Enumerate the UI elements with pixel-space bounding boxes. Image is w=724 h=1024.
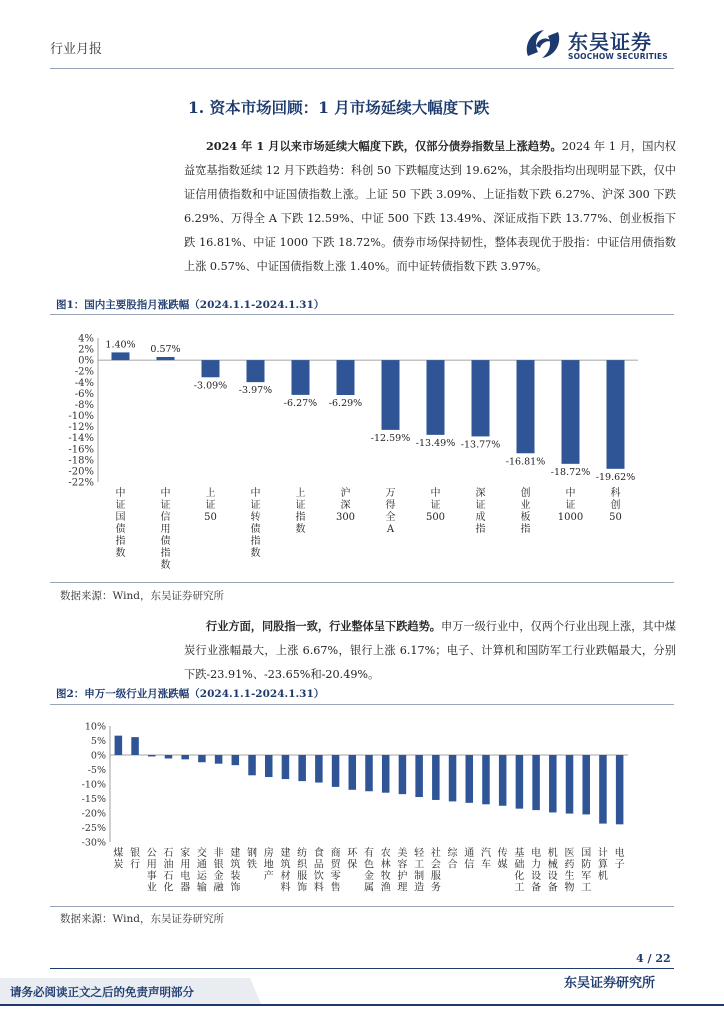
- bar: [562, 360, 580, 464]
- y-tick-label: 2%: [78, 344, 94, 356]
- footer-divider: [50, 968, 674, 969]
- bar: [549, 755, 557, 812]
- data-label: -13.77%: [460, 439, 501, 451]
- report-type-label: 行业月报: [50, 42, 103, 57]
- category-label: 钢铁: [247, 848, 258, 871]
- bar: [337, 360, 355, 395]
- bar: [465, 755, 473, 803]
- category-label: 机械设备: [547, 848, 558, 894]
- bar: [248, 755, 256, 775]
- figure2-bottom-rule: [50, 906, 674, 907]
- y-tick-label: -4%: [74, 377, 94, 389]
- bar: [349, 755, 357, 790]
- y-tick-label: -10%: [81, 779, 106, 791]
- y-tick-label: -5%: [87, 765, 106, 776]
- category-label: 万得全 A: [385, 488, 396, 535]
- category-label: 建筑材料: [280, 848, 291, 894]
- data-label: -19.62%: [595, 471, 636, 483]
- category-label: 国防军工: [581, 848, 592, 894]
- y-tick-label: -14%: [68, 433, 94, 445]
- bar: [582, 755, 590, 814]
- paragraph-lead: 行业方面，同股指一致，行业整体呈下跌趋势。: [206, 619, 441, 633]
- category-label: 环保: [347, 848, 358, 871]
- category-label: 中证转债指数: [250, 488, 261, 559]
- y-tick-label: -16%: [68, 444, 94, 456]
- category-label: 交通运输: [196, 848, 207, 894]
- figure1-title: 图1：国内主要股指月涨跌幅（2024.1.1-2024.1.31）: [56, 299, 325, 311]
- category-label: 上证指数: [295, 488, 306, 535]
- paragraph-industry-review: [184, 614, 676, 687]
- bar: [282, 755, 290, 779]
- bar: [499, 755, 507, 806]
- bar: [482, 755, 490, 804]
- category-label: 创业板指: [520, 488, 531, 535]
- bar: [131, 737, 139, 755]
- category-label: 传媒: [497, 848, 508, 871]
- bar: [148, 755, 156, 756]
- bar: [232, 755, 240, 765]
- figure1-top-rule: [50, 314, 674, 315]
- y-tick-label: -20%: [68, 466, 94, 478]
- category-label: 纺织服饰: [297, 848, 308, 894]
- paragraph-lead: 2024 年 1 月以来市场延续大幅度下跌，仅部分债券指数呈上涨趋势。: [206, 139, 562, 153]
- category-label: 房地产: [263, 848, 274, 882]
- y-tick-label: 4%: [78, 333, 94, 345]
- institute-name: 东吴证券研究所: [564, 976, 656, 991]
- y-tick-label: -12%: [68, 422, 94, 434]
- paragraph-body: 2024 年 1 月，国内权益宽基指数延续 12 月下跌趋势：科创 50 下跌幅度达到 19.62%，其余股指均出现明显下跌，仅中证信用债指数和中证国债指数上涨。上证 50 下跌 3.09%、上证指数下跌 6.27%、沪深 300 下跌 6.29%、万得全 A 下跌 12.59%、中证 500 下跌 13.49%、深证成指下跌 13.77%、创业板指下跌 16.81%、中证 1000 下跌 18.72%。债券市场保持韧性，整体表现优于股指：中证信用债指数上涨 0.57%、中证国债指数上涨 1.40%。而中证转债指数下跌 3.97%。: [184, 140, 676, 273]
- data-label: -12.59%: [370, 432, 411, 444]
- bar: [332, 755, 340, 787]
- soochow-logo-icon: [522, 26, 564, 62]
- figure1-bottom-rule: [50, 582, 674, 583]
- category-label: 上证 50: [204, 488, 217, 523]
- category-label: 中证 500: [425, 488, 446, 523]
- page-number: 4 / 22: [636, 952, 671, 965]
- y-tick-label: -18%: [68, 455, 94, 467]
- y-tick-label: -22%: [68, 477, 94, 489]
- bar: [215, 755, 223, 764]
- category-label: 电力设备: [531, 848, 542, 894]
- figure2-title: 图2：申万一级行业月涨跌幅（2024.1.1-2024.1.31）: [56, 688, 325, 700]
- category-label: 轻工制造: [414, 848, 425, 894]
- bar: [292, 360, 310, 395]
- y-tick-label: 10%: [84, 721, 106, 733]
- y-tick-label: -10%: [68, 411, 94, 423]
- bar: [265, 755, 273, 777]
- bar: [165, 755, 173, 758]
- data-label: -16.81%: [505, 456, 546, 468]
- data-label: -6.27%: [283, 397, 318, 409]
- data-label: -6.29%: [328, 397, 363, 409]
- bar: [427, 360, 445, 435]
- data-label: -3.09%: [193, 380, 228, 392]
- bar: [607, 360, 625, 469]
- category-label: 中证国债指数: [115, 488, 126, 559]
- bar: [181, 755, 189, 759]
- bar: [432, 755, 440, 800]
- bar: [198, 755, 206, 762]
- category-label: 食品饮料: [313, 848, 324, 894]
- category-label: 科创 50: [609, 488, 622, 523]
- bar: [115, 736, 123, 755]
- y-tick-label: -15%: [81, 794, 106, 805]
- category-label: 农林牧渔: [380, 848, 391, 894]
- paragraph-body: 申万一级行业中，仅两个行业出现上涨，其中煤炭行业涨幅最大，上涨 6.67%，银行上涨 6.17%；电子、计算机和国防军工行业跌幅最大，分别下跌-23.91%、-23.65%和-20.49%。: [184, 620, 676, 681]
- data-label: 1.40%: [105, 339, 136, 351]
- bar: [517, 360, 535, 453]
- bar: [382, 755, 390, 793]
- paragraph-market-review: [184, 134, 676, 279]
- category-label: 中证 1000: [557, 488, 584, 523]
- bar: [247, 360, 265, 382]
- category-label: 社会服务: [430, 848, 441, 894]
- bar: [415, 755, 423, 797]
- y-tick-label: 5%: [90, 736, 106, 747]
- y-tick-label: -30%: [81, 837, 106, 849]
- logo-text-cn: 东吴证券: [568, 30, 652, 54]
- category-label: 综合: [447, 848, 458, 871]
- figure1-source: 数据来源：Wind，东吴证券研究所: [60, 590, 224, 602]
- figure2-top-rule: [50, 704, 674, 705]
- bar: [112, 352, 130, 360]
- category-label: 美容护理: [397, 848, 408, 894]
- figure2-source: 数据来源：Wind，东吴证券研究所: [60, 913, 224, 925]
- figure2-bar-chart: [50, 708, 674, 904]
- category-label: 家用电器: [180, 848, 191, 894]
- logo-text-en: SOOCHOW SECURITIES: [568, 52, 668, 61]
- bar: [399, 755, 407, 794]
- category-label: 汽车: [480, 848, 491, 871]
- bar: [566, 755, 574, 814]
- bar: [599, 755, 607, 824]
- category-label: 医药生物: [564, 848, 575, 894]
- y-tick-label: 0%: [78, 355, 94, 367]
- category-label: 计算机: [597, 848, 608, 882]
- y-tick-label: -25%: [81, 823, 106, 834]
- category-label: 石油石化: [163, 848, 174, 894]
- bar: [449, 755, 457, 801]
- category-label: 中证信用债指数: [160, 488, 171, 571]
- category-label: 电子: [614, 848, 625, 871]
- data-label: -3.97%: [238, 385, 273, 397]
- category-label: 有色金属: [364, 848, 374, 894]
- y-tick-label: -20%: [81, 808, 106, 820]
- category-label: 商贸零售: [330, 848, 341, 894]
- bar: [202, 360, 220, 377]
- y-tick-label: 0%: [90, 750, 106, 762]
- category-label: 通信: [464, 848, 475, 871]
- category-label: 深证成指: [475, 488, 486, 535]
- bar: [315, 755, 323, 783]
- data-label: -18.72%: [550, 466, 591, 478]
- disclaimer-note: 请务必阅读正文之后的免责声明部分: [10, 985, 194, 999]
- bar: [382, 360, 400, 430]
- category-label: 沪深 300: [335, 488, 356, 523]
- data-label: -13.49%: [415, 437, 456, 449]
- data-label: 0.57%: [150, 343, 181, 355]
- bar: [532, 755, 540, 810]
- section-title: 1. 资本市场回顾：1 月市场延续大幅度下跌: [188, 98, 490, 117]
- category-label: 公用事业: [146, 848, 157, 894]
- bar: [472, 360, 490, 436]
- y-tick-label: -2%: [74, 366, 94, 378]
- category-label: 银行: [130, 848, 141, 871]
- bar: [516, 755, 524, 809]
- figure1-bar-chart: [50, 318, 674, 580]
- header-divider: [50, 68, 674, 69]
- category-label: 建筑装饰: [230, 848, 241, 894]
- bar: [616, 755, 624, 824]
- y-tick-label: -8%: [74, 399, 94, 411]
- category-label: 煤炭: [113, 848, 124, 871]
- bar: [298, 755, 306, 781]
- bar: [365, 755, 373, 791]
- category-label: 非银金融: [213, 848, 224, 894]
- bar: [157, 357, 175, 360]
- y-tick-label: -6%: [74, 388, 94, 400]
- category-label: 基础化工: [514, 848, 525, 894]
